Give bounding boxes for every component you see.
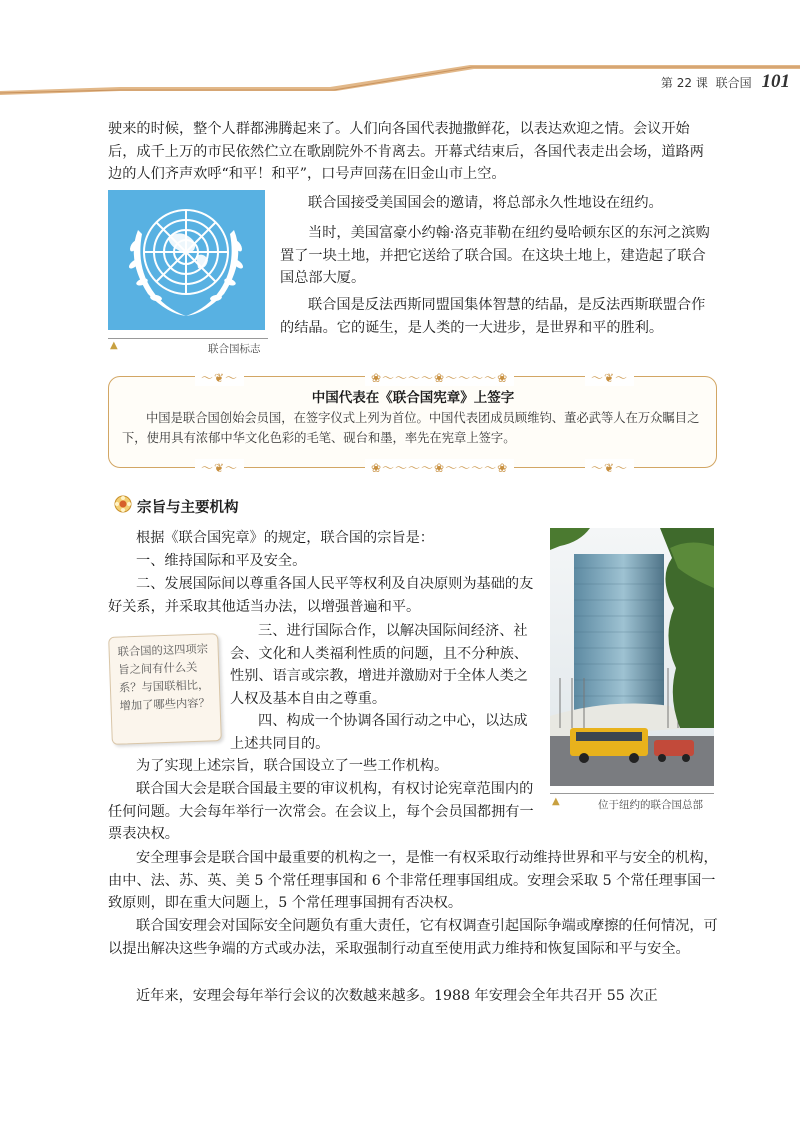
box-body: 中国是联合国创始会员国，在签字仪式上列为首位。中国代表团成员顾维钧、董必武等人在万众瞩目之下，使用具有浓郁中华文化色彩的毛笔、砚台和墨，率先在宪章上签字。 xyxy=(122,411,700,445)
aim-4: 四、构成一个协调各国行动之中心，以达成上述共同目的。 xyxy=(230,713,528,752)
general-assembly-paragraph: 联合国大会是联合国最主要的审议机构，有权讨论宪章范围内的任何问题。大会每年举行一次常会。在会议上，每个会员国都拥有一票表决权。 xyxy=(108,781,534,842)
aim-1: 一、维持国际和平及安全。 xyxy=(136,553,307,569)
paragraph-4: 联合国是反法西斯同盟国集体智慧的结晶，是反法西斯联盟合作的结晶。它的诞生，是人类的一大进步，是世界和平的胜利。 xyxy=(280,297,706,336)
lesson-number: 第 22 课 xyxy=(660,76,708,90)
un-emblem-icon xyxy=(108,190,265,330)
photo-caption: 位于纽约的联合国总部 xyxy=(598,799,703,811)
ornament-top-left-icon: ～❦～ xyxy=(195,369,244,386)
ornament-bottom-left-icon: ～❦～ xyxy=(195,459,244,476)
paragraph-1: 驶来的时候，整个人群都沸腾起来了。人们向各国代表抛撒鲜花，以表达欢迎之情。会议开始后，成千上万的市民依然伫立在歌剧院外不肯离去。开幕式结束后，各国代表走出会场，道路两边的人们齐声欢呼“和平！和平”，口号声回荡在旧金山市上空。 xyxy=(108,121,704,182)
lesson-title: 联合国 xyxy=(715,76,752,90)
running-header xyxy=(661,71,790,93)
aim-3: 三、进行国际合作，以解决国际间经济、社会、文化和人类福利性质的问题，且不分种族、性别、语言或宗教，增进并激励对于全体人类之人权及基本自由之尊重。 xyxy=(230,623,528,707)
paragraph-2: 联合国接受美国国会的邀请，将总部永久性地设在纽约。 xyxy=(308,195,663,211)
note-text: 联合国的这四项宗旨之间有什么关系？与国联相比，增加了哪些内容？ xyxy=(117,642,211,713)
logo-caption: 联合国标志 xyxy=(208,343,261,355)
un-headquarters-photo xyxy=(550,528,714,786)
ornament-top-icon: ❀～～～～❀～～～～❀ xyxy=(365,369,514,386)
security-council-paragraph-2: 联合国安理会对国际安全问题负有重大责任，它有权调查引起国际争端或摩擦的任何情况，可以提出解决这些争端的方式或办法，采取强制行动直至使用武力维持和恢复国际和平与安全。 xyxy=(108,918,718,957)
ornament-top-right-icon: ～❦～ xyxy=(585,369,634,386)
aim-2: 二、发展国际间以尊重各国人民平等权利及自决原则为基础的友好关系，并采取其他适当办法，以增强普遍和平。 xyxy=(108,576,534,615)
ornament-bottom-icon: ❀～～～～❀～～～～❀ xyxy=(365,459,514,476)
page-number: 101 xyxy=(761,71,790,92)
logo-caption-rule xyxy=(108,338,268,339)
photo-caption-rule xyxy=(550,793,714,794)
photo-caption-triangle-icon: ▲ xyxy=(552,796,560,807)
section-flower-icon xyxy=(113,494,133,514)
box-title: 中国代表在《联合国宪章》上签字 xyxy=(311,390,515,406)
ornament-bottom-right-icon: ～❦～ xyxy=(585,459,634,476)
aims-intro: 根据《联合国宪章》的规定，联合国的宗旨是： xyxy=(136,530,434,546)
thinking-note xyxy=(108,633,222,745)
paragraph-3: 当时，美国富豪小约翰·洛克菲勒在纽约曼哈顿东区的东河之滨购置了一块土地，并把它送给了联合国。在这块土地上，建造起了联合国总部大厦。 xyxy=(280,225,710,286)
section-title: 宗旨与主要机构 xyxy=(137,500,239,516)
organs-intro: 为了实现上述宗旨，联合国设立了一些工作机构。 xyxy=(136,758,449,774)
caption-triangle-icon: ▲ xyxy=(110,340,118,351)
security-council-paragraph: 安全理事会是联合国中最重要的机构之一，是惟一有权采取行动维持世界和平与安全的机构，由中、法、苏、英、美 5 个常任理事国和 6 个非常任理事国组成。安理会采取 5 个常任理事国一致原则，即在重大问题上，5 个常任理事国拥有否决权。 xyxy=(108,850,718,911)
last-paragraph: 近年来，安理会每年举行会议的次数越来越多。1988 年安理会全年共召开 55 次正 xyxy=(136,988,658,1004)
un-logo-image xyxy=(108,190,265,330)
